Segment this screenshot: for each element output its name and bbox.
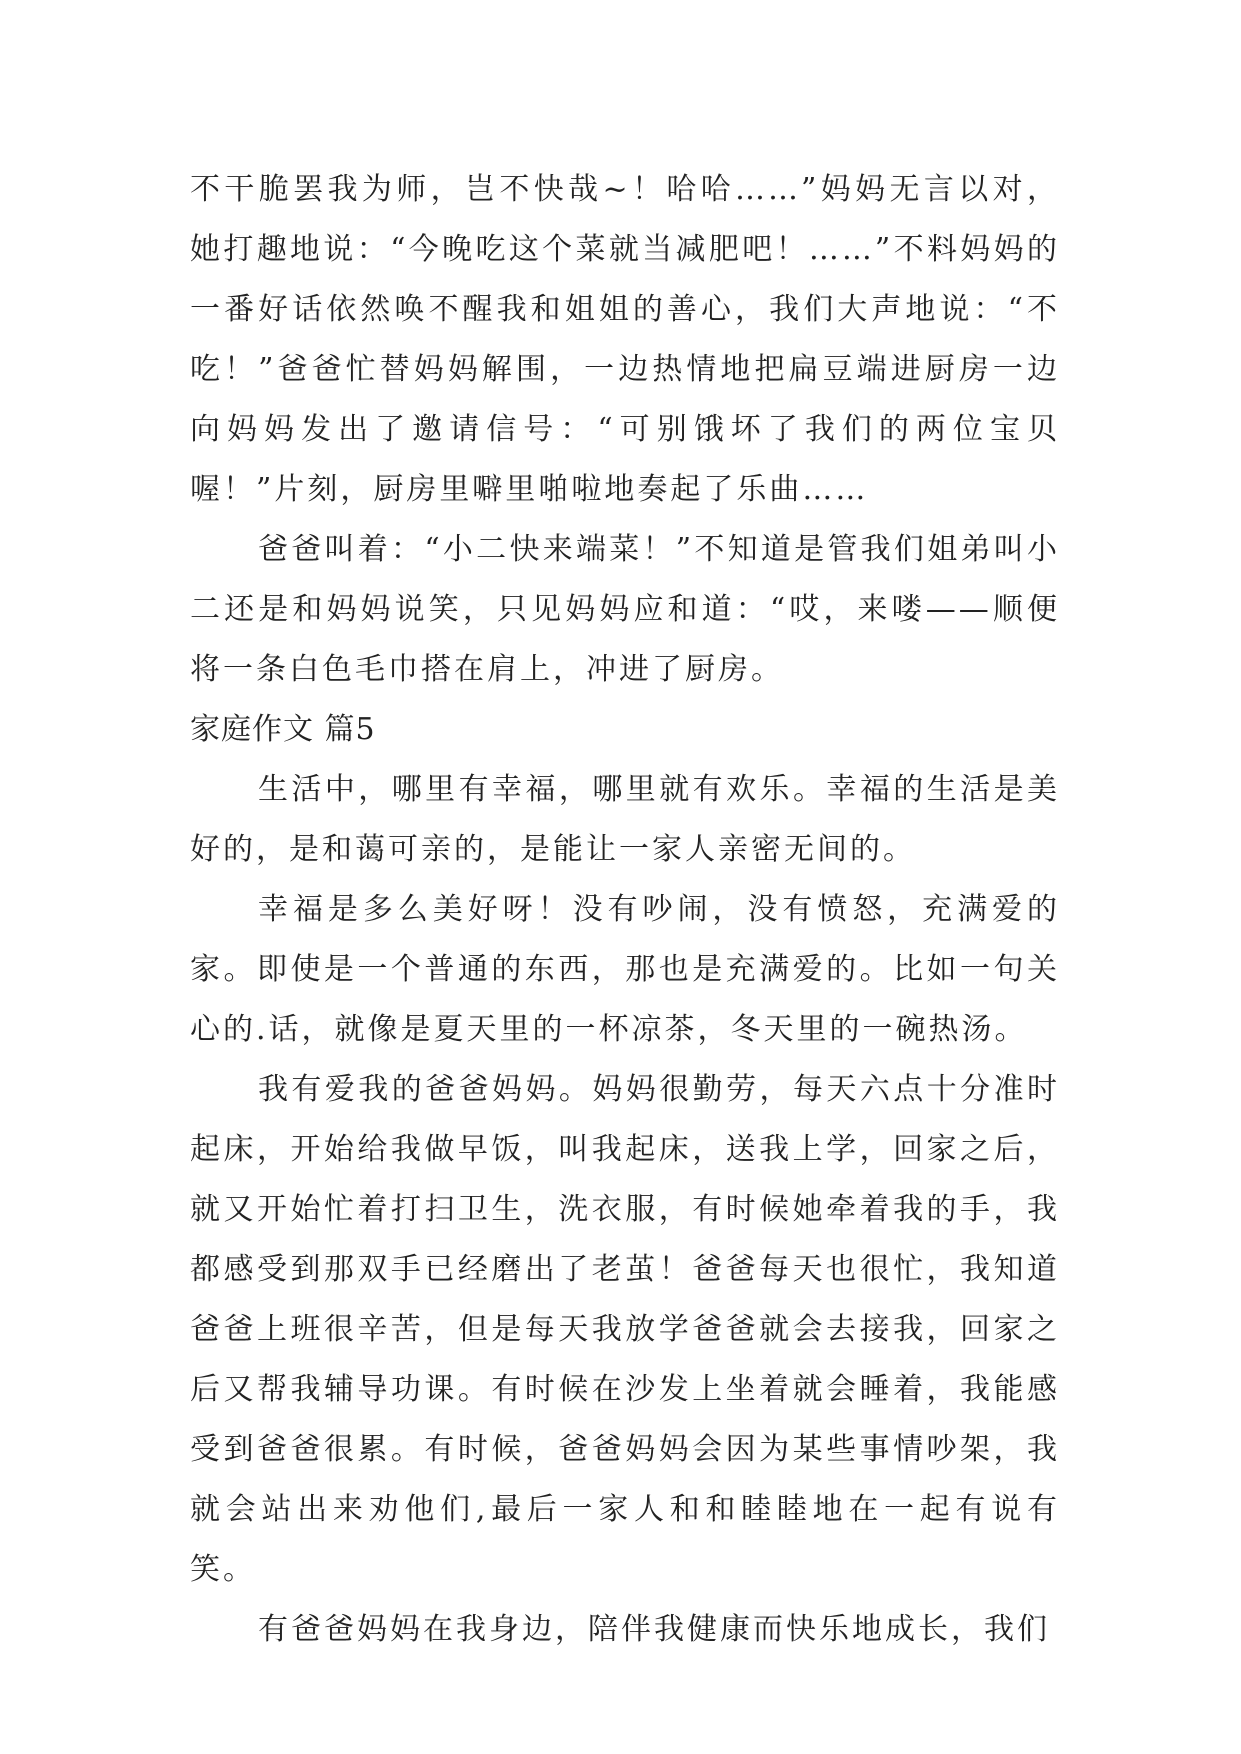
paragraph: 生活中，哪里有幸福，哪里就有欢乐。幸福的生活是美好的，是和蔼可亲的，是能让一家人亲密无间的。 [190, 772, 1060, 867]
paragraph: 爸爸叫着：“小二快来端菜！”不知道是管我们姐弟叫小二还是和妈妈说笑，只见妈妈应和道：“哎，来喽——顺便将一条白色毛巾搭在肩上，冲进了厨房。 [190, 532, 1060, 687]
paragraph: 幸福是多么美好呀！没有吵闹，没有愤怒，充满爱的家。即使是一个普通的东西，那也是充满爱的。比如一句关心的.话，就像是夏天里的一杯凉茶，冬天里的一碗热汤。 [190, 892, 1060, 1047]
paragraph: 不干脆罢我为师，岂不快哉~！哈哈……”妈妈无言以对，她打趣地说：“今晚吃这个菜就当减肥吧！……”不料妈妈的一番好话依然唤不醒我和姐姐的善心，我们大声地说：“不吃！”爸爸忙替妈妈解围，一边热情地把扁豆端进厨房一边向妈妈发出了邀请信号：“可别饿坏了我们的两位宝贝喔！”片刻，厨房里噼里啪啦地奏起了乐曲…… [190, 172, 1060, 507]
document-text [190, 160, 1060, 1660]
section-heading: 家庭作文 篇5 [190, 712, 376, 747]
paragraph: 我有爱我的爸爸妈妈。妈妈很勤劳，每天六点十分准时起床，开始给我做早饭，叫我起床，送我上学，回家之后，就又开始忙着打扫卫生，洗衣服，有时候她牵着我的手，我都感受到那双手已经磨出了老茧！爸爸每天也很忙，我知道爸爸上班很辛苦，但是每天我放学爸爸就会去接我，回家之后又帮我辅导功课。有时候在沙发上坐着就会睡着，我能感受到爸爸很累。有时候，爸爸妈妈会因为某些事情吵架，我就会站出来劝他们,最后一家人和和睦睦地在一起有说有笑。 [190, 1072, 1060, 1587]
paragraph: 有爸爸妈妈在我身边，陪伴我健康而快乐地成长，我们 [258, 1612, 1050, 1647]
